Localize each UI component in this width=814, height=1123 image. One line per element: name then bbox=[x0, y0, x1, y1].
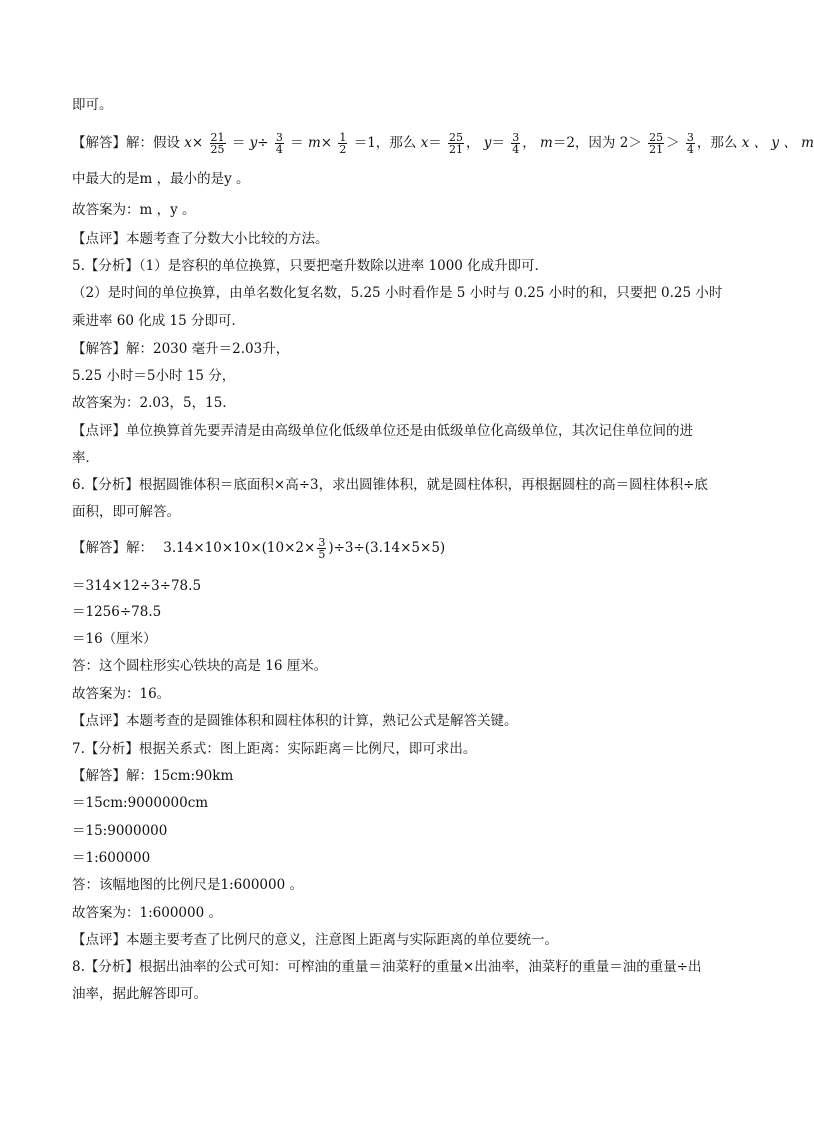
text-line: 【点评】本题考查的是圆锥体积和圆柱体积的计算，熟记公式是解答关键。 bbox=[72, 713, 518, 729]
fraction bbox=[686, 132, 695, 155]
var-m: m bbox=[540, 135, 553, 151]
denominator: 2 bbox=[339, 143, 347, 156]
numerator: 21 bbox=[210, 131, 225, 144]
var-list: x 、 y 、 m bbox=[741, 135, 814, 151]
denominator: 5 bbox=[318, 548, 326, 561]
text-line: 8.【分析】根据出油率的公式可知：可榨油的重量＝油菜籽的重量×出油率，油菜籽的重量＝油的重量÷出 bbox=[72, 959, 702, 975]
op: ＝ bbox=[231, 135, 246, 151]
op: ＞ bbox=[628, 135, 642, 151]
op: ＝ bbox=[428, 135, 442, 151]
answer-label: 【解答】解： bbox=[72, 540, 153, 556]
text: ，那么 bbox=[696, 135, 738, 151]
text-line: 故答案为：2.03，5，15． bbox=[72, 395, 236, 411]
text: ，那么 bbox=[375, 135, 417, 151]
var-m: m bbox=[307, 135, 321, 151]
answer-6-line bbox=[72, 537, 734, 560]
text-line: 5.【分析】（1）是容积的单位换算，只要把毫升数除以进率 1000 化成升即可． bbox=[72, 258, 549, 274]
denominator: 21 bbox=[649, 143, 664, 156]
op: ＝ bbox=[491, 135, 505, 151]
numerator: 1 bbox=[339, 131, 347, 144]
fraction bbox=[338, 132, 347, 155]
math-line: ＝15:9000000 bbox=[72, 823, 168, 839]
numerator: 3 bbox=[318, 536, 326, 549]
var-y: y bbox=[483, 135, 492, 151]
numerator: 25 bbox=[649, 131, 664, 144]
text: ， bbox=[522, 135, 536, 151]
denominator: 4 bbox=[275, 143, 283, 156]
text-line: 【点评】单位换算首先要弄清是由高级单位化低级单位还是由低级单位化高级单位，其次记住单位间的进 bbox=[72, 423, 693, 439]
text: ， bbox=[466, 135, 480, 151]
text-line: 答：这个圆柱形实心铁块的高是 16 厘米。 bbox=[72, 658, 328, 674]
text-line: 故答案为：1:600000 。 bbox=[72, 905, 222, 921]
numerator: 3 bbox=[275, 131, 283, 144]
fraction bbox=[317, 537, 326, 560]
denominator: 25 bbox=[210, 143, 225, 156]
text-line: 【点评】本题考查了分数大小比较的方法。 bbox=[72, 231, 329, 247]
text-line: 答：该幅地图的比例尺是1:600000 。 bbox=[72, 877, 303, 893]
text-line: 5.25 小时＝5小时 15 分， bbox=[72, 368, 236, 384]
var-x: x bbox=[184, 135, 192, 151]
text-line: 【解答】解：2030 毫升＝2.03升， bbox=[72, 341, 290, 357]
text-line: 【解答】解：15cm:90km bbox=[72, 768, 234, 784]
numerator: 3 bbox=[686, 131, 694, 144]
op: × bbox=[320, 135, 333, 151]
op: ＝ bbox=[353, 135, 368, 151]
math-line: ＝314×12÷3÷78.5 bbox=[72, 578, 202, 594]
text-line: 面积，即可解答。 bbox=[72, 504, 180, 520]
text: ，因为 bbox=[574, 135, 616, 151]
text-line: 乘进率 60 化成 15 分即可． bbox=[72, 313, 246, 329]
text-line: 中最大的是m ，最小的是y 。 bbox=[72, 171, 250, 187]
value: ＝2 bbox=[552, 135, 575, 151]
op: × bbox=[191, 135, 204, 151]
fraction bbox=[511, 132, 520, 155]
numerator: 3 bbox=[512, 131, 520, 144]
text-line: 即可。 bbox=[72, 97, 113, 113]
fraction bbox=[448, 132, 464, 155]
denominator: 4 bbox=[686, 143, 694, 156]
math-line: ＝1:600000 bbox=[72, 850, 151, 866]
value: 2 bbox=[619, 135, 629, 151]
expression: 3.14×10×10×(10×2× bbox=[163, 540, 316, 556]
text-line: 率． bbox=[72, 450, 99, 466]
numerator: 25 bbox=[449, 131, 463, 144]
value: 1 bbox=[367, 135, 376, 151]
text-line: 6.【分析】根据圆锥体积＝底面积×高÷3，求出圆锥体积，就是圆柱体积，再根据圆柱的高＝圆柱体积÷底 bbox=[72, 477, 708, 493]
math-line: ＝1256÷78.5 bbox=[72, 604, 162, 620]
var-x: x bbox=[420, 135, 429, 151]
text-line: 【点评】本题主要考查了比例尺的意义，注意图上距离与实际距离的单位要统一。 bbox=[72, 932, 558, 948]
denominator: 21 bbox=[449, 143, 463, 156]
math-line: ＝15cm:9000000cm bbox=[72, 795, 209, 811]
text-line: 故答案为：16。 bbox=[72, 686, 171, 702]
op: ＞ bbox=[666, 135, 680, 151]
denominator: 4 bbox=[512, 143, 520, 156]
expression: )÷3÷(3.14×5×5) bbox=[328, 540, 446, 556]
fraction bbox=[210, 132, 226, 155]
text-line: （2）是时间的单位换算，由单名数化复名数，5.25 小时看作是 5 小时与 0.25 小时的和，只要把 0.25 小时 bbox=[72, 285, 723, 301]
math-line: ＝16（厘米） bbox=[72, 631, 157, 647]
text-line: 7.【分析】根据关系式：图上距离：实际距离＝比例尺，即可求出。 bbox=[72, 741, 477, 757]
text-line: 油率，据此解答即可。 bbox=[72, 986, 207, 1002]
var-y: y bbox=[249, 135, 258, 151]
op: ＝ bbox=[290, 135, 304, 151]
fraction bbox=[648, 132, 664, 155]
op: ÷ bbox=[257, 135, 269, 151]
fraction bbox=[275, 132, 284, 155]
answer-4-line bbox=[72, 131, 814, 156]
text-line: 故答案为：m ，y 。 bbox=[72, 202, 196, 218]
answer-label: 【解答】解：假设 bbox=[72, 135, 180, 151]
